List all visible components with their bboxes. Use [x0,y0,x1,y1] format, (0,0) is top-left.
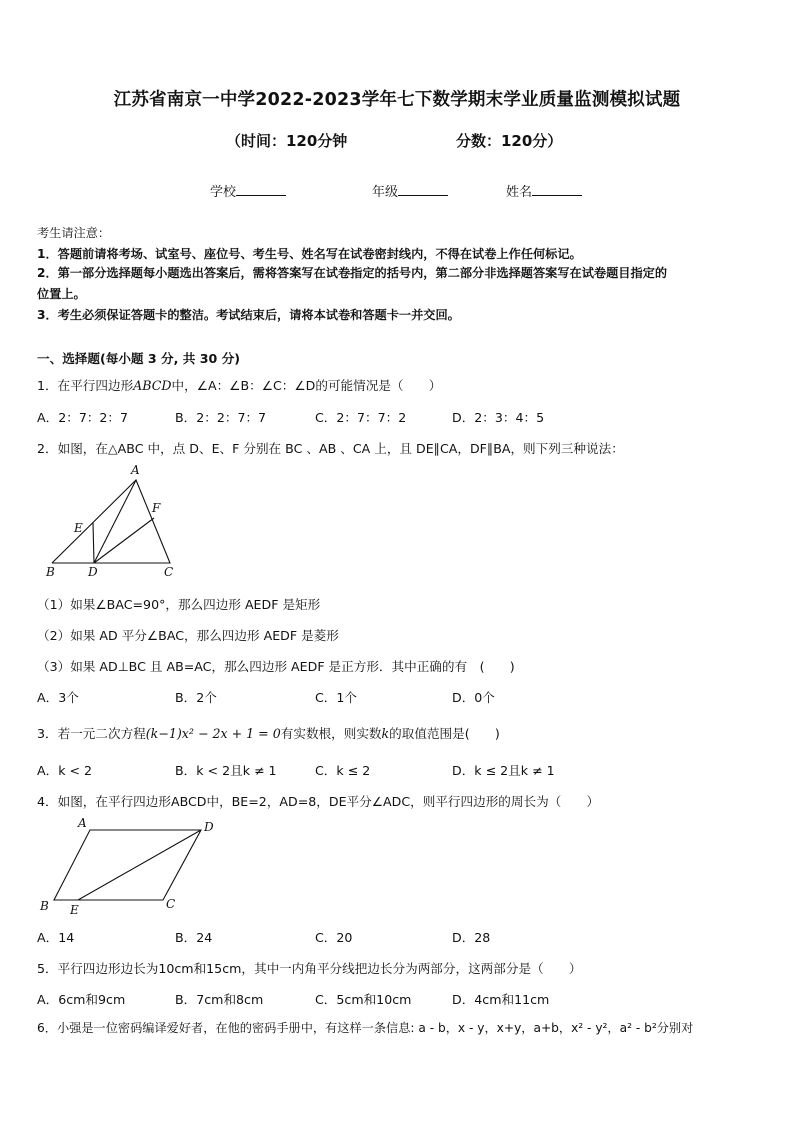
notice-item-1: 1．答题前请将考场、试室号、座位号、考生号、姓名写在试卷密封线内，不得在试卷上作任何标记。 [37,247,582,261]
q4-option-c[interactable]: C．20 [315,930,353,945]
name-label: 姓名 [506,185,533,200]
notice-item-3: 3．考生必须保证答题卡的整洁。考试结束后，请将本试卷和答题卡一并交回。 [37,308,460,322]
q2-statement-1: （1）如果∠BAC=90°，那么四边形 AEDF 是矩形 [37,597,321,612]
name-field[interactable] [506,181,582,200]
question-6-stem: 6．小强是一位密码编译爱好者，在他的密码手册中，有这样一条信息: a - b，x - y，x+y，a+b，x² - y²，a² - b²分别对 [37,1021,694,1035]
notice-item-2b: 位置上。 [37,287,86,301]
fig4-label-b: B [40,899,49,913]
q2-statement-2: （2）如果 AD 平分∠BAC，那么四边形 AEDF 是菱形 [37,628,339,643]
q5-option-b[interactable]: B．7cm和8cm [175,992,264,1007]
q4-option-a[interactable]: A．14 [37,930,75,945]
score-label: 分数：120分） [456,132,563,150]
grade-field[interactable] [372,181,448,200]
q3-option-a[interactable]: A．k < 2 [37,763,93,778]
fig2-label-d: D [88,565,98,579]
fig4-label-c: C [166,897,176,911]
q2-option-c[interactable]: C．1个 [315,690,357,705]
q5-option-c[interactable]: C．5cm和10cm [315,992,412,1007]
notice-item-2a: 2．第一部分选择题每小题选出答案后，需将答案写在试卷指定的括号内，第二部分非选择题答案写在试卷题目指定的 [37,266,668,280]
fig2-label-b: B [46,565,55,579]
q3-k: k [381,726,390,741]
fig4-label-a: A [78,816,87,830]
q3-stem-b: 有实数根，则实数 [280,726,382,741]
q3-stem-a: 3．若一元二次方程 [37,726,146,741]
question-4-stem: 4．如图，在平行四边形ABCD中，BE=2，AD=8，DE平分∠ADC，则平行四边形的周长为（ ） [37,794,600,809]
question-3-stem [37,723,500,742]
q3-equation: (k−1)x² − 2x + 1 = 0 [145,726,281,741]
school-label: 学校 [210,185,237,200]
school-blank[interactable] [236,183,286,196]
school-field[interactable] [210,181,286,200]
page-title: 江苏省南京一中学2022-2023学年七下数学期末学业质量监测模拟试题 [113,90,681,110]
parallelogram-figure [36,814,226,920]
grade-blank[interactable] [398,183,448,196]
q1-option-d[interactable]: D．2：3：4：5 [452,410,545,425]
time-label: （时间：120分钟 [226,132,348,150]
q1-stem-b: 中，∠A：∠B：∠C：∠D的可能情况是（ ） [171,378,442,393]
fig2-label-c: C [164,565,174,579]
q3-option-b[interactable]: B．k < 2且k ≠ 1 [175,763,277,778]
q1-option-c[interactable]: C．2：7：7：2 [315,410,407,425]
notice-heading: 考生请注意： [37,226,111,240]
grade-label: 年级 [372,185,399,200]
question-2-stem: 2．如图，在△ABC 中，点 D、E、F 分别在 BC 、AB 、CA 上，且 DE∥CA，DF∥BA，则下列三种说法： [37,441,624,456]
q3-option-c[interactable]: C．k ≤ 2 [315,763,371,778]
section-heading: 一、选择题(每小题 3 分, 共 30 分) [37,351,241,366]
triangle-figure [42,460,192,582]
q5-option-a[interactable]: A．6cm和9cm [37,992,126,1007]
q2-option-a[interactable]: A．3个 [37,690,79,705]
q4-option-d[interactable]: D．28 [452,930,491,945]
question-1-stem [37,375,441,394]
q3-option-d[interactable]: D．k ≤ 2且k ≠ 1 [452,763,555,778]
q1-abcd: ABCD [133,378,172,393]
q3-stem-c: 的取值范围是( ) [389,726,500,741]
question-5-stem: 5．平行四边形边长为10cm和15cm，其中一内角平分线把边长分为两部分，这两部分是（ ） [37,961,582,976]
q1-stem-a: 1．在平行四边形 [37,378,134,393]
q2-option-b[interactable]: B．2个 [175,690,217,705]
q1-option-b[interactable]: B．2：2：7：7 [175,410,267,425]
fig2-label-a: A [131,463,140,477]
q1-option-a[interactable]: A．2：7：2：7 [37,410,129,425]
q2-statement-3: （3）如果 AD⊥BC 且 AB=AC，那么四边形 AEDF 是正方形．其中正确的有 ( ) [37,659,515,674]
q5-option-d[interactable]: D．4cm和11cm [452,992,550,1007]
fig2-label-e: E [74,521,83,535]
q2-option-d[interactable]: D．0个 [452,690,495,705]
fig4-label-e: E [70,903,79,917]
fig2-label-f: F [152,501,161,515]
q4-option-b[interactable]: B．24 [175,930,213,945]
fig4-label-d: D [204,820,214,834]
name-blank[interactable] [532,183,582,196]
